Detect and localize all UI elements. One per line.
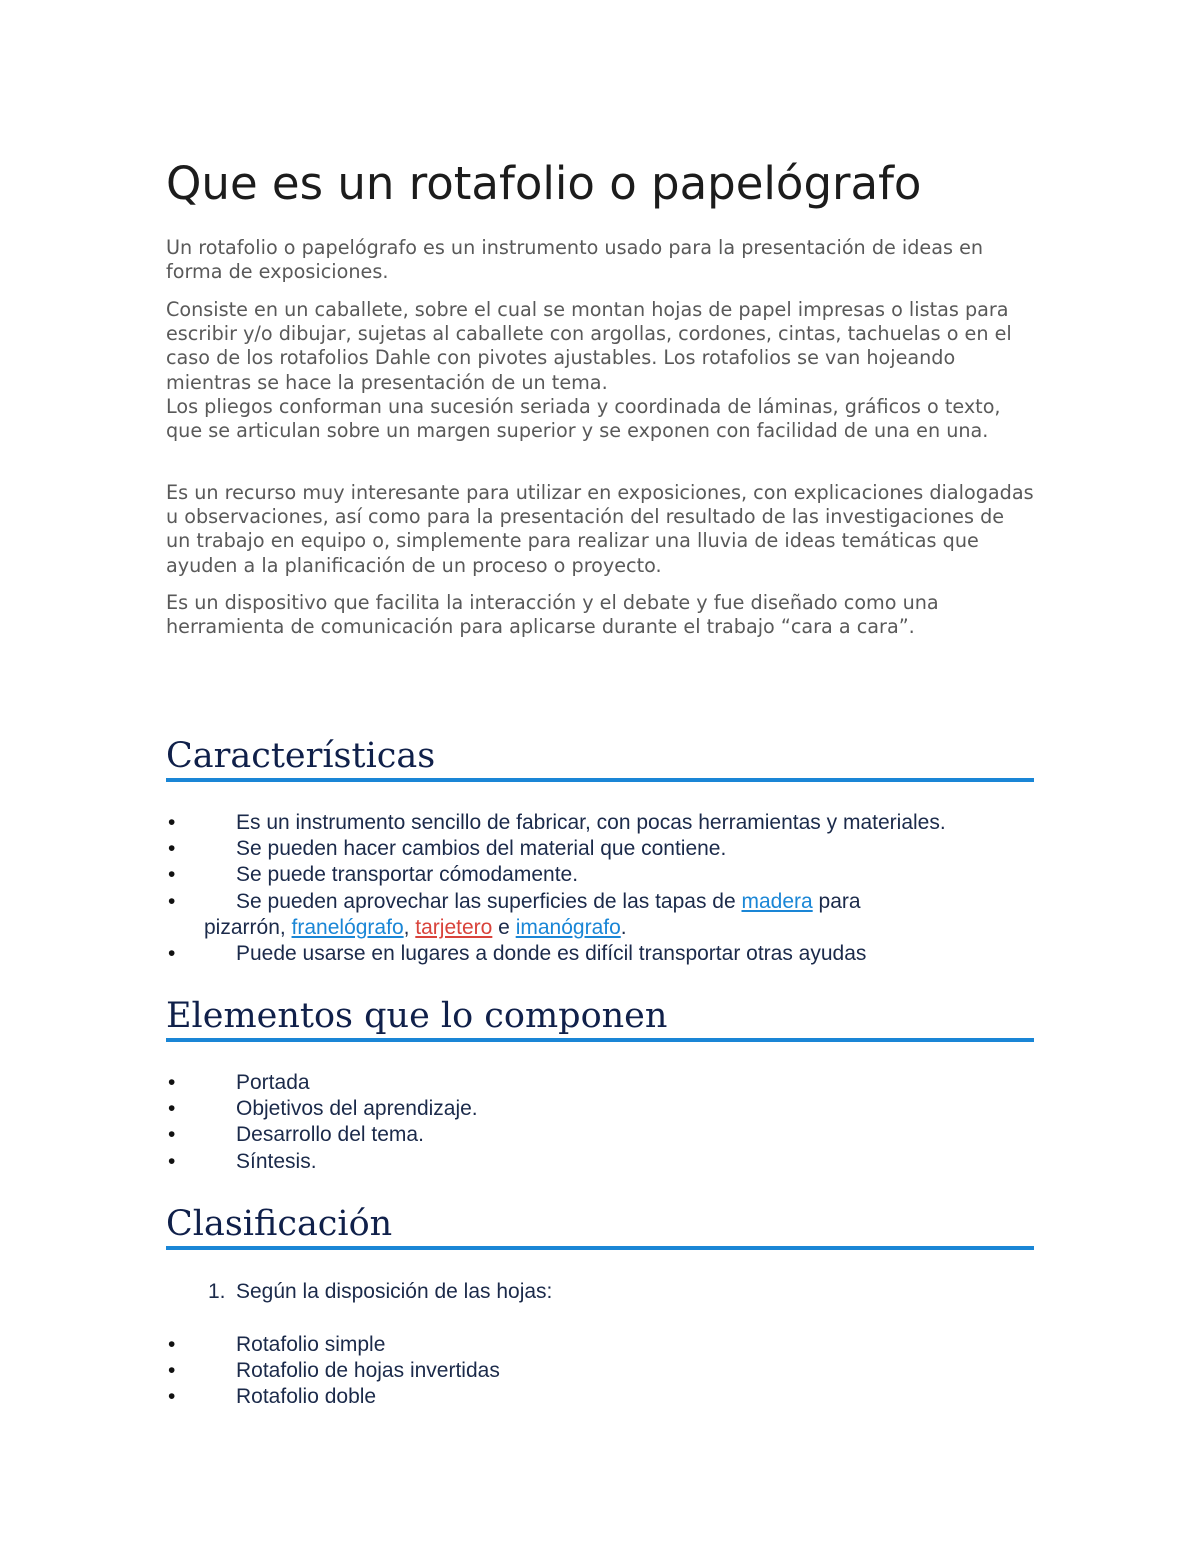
list-item: • Es un instrumento sencillo de fabricar, con pocas herramientas y materiales. (166, 810, 1034, 836)
heading-caracteristicas: Características (166, 734, 1034, 782)
caracteristicas-list (166, 810, 1034, 967)
bullet-icon: • (168, 1097, 176, 1121)
link-tarjetero[interactable]: tarjetero (415, 915, 493, 939)
clasificacion-numbered-list (166, 1279, 1034, 1305)
link-imanografo[interactable]: imanógrafo (515, 915, 621, 939)
clasificacion-list (166, 1332, 1034, 1411)
list-item: • Portada (166, 1070, 1034, 1096)
heading-elementos: Elementos que lo componen (166, 994, 1034, 1042)
intro-paragraph-2a: Consiste en un caballete, sobre el cual se montan hojas de papel impresas o listas para escribir y/o dibujar, sujetas al caballete con argollas, cordones, cintas, tachuelas o en el caso de los rotafolios Dahle con pivotes ajustables. Los rotafolios se van hojeando mientras se hace la presentación de un tema. (166, 298, 1012, 394)
bullet-icon: • (168, 1123, 176, 1147)
intro-paragraph-2 (166, 298, 1034, 443)
link-madera[interactable]: madera (741, 889, 813, 913)
bullet-icon: • (168, 837, 176, 861)
bullet-icon: • (168, 889, 176, 913)
list-item: • Desarrollo del tema. (166, 1122, 1034, 1148)
intro-paragraph-1: Un rotafolio o papelógrafo es un instrumento usado para la presentación de ideas en forma de exposiciones. (166, 236, 984, 284)
bullet-icon: • (168, 1359, 176, 1383)
page-title: Que es un rotafolio o papelógrafo (166, 157, 922, 210)
heading-clasificacion: Clasificación (166, 1202, 1034, 1250)
bullet-icon: • (168, 942, 176, 966)
bullet-icon: • (168, 811, 176, 834)
list-item: • Rotafolio de hojas invertidas (166, 1358, 1034, 1384)
link-franelografo[interactable]: franelógrafo (291, 915, 404, 939)
list-item: • Se pueden hacer cambios del material que contiene. (166, 836, 1034, 862)
bullet-icon: • (168, 1149, 176, 1173)
intro-paragraph-3: Es un recurso muy interesante para utilizar en exposiciones, con explicaciones dialogadas u observaciones, así como para la presentación del resultado de las investigaciones de un trabajo en equipo o, simplemente para realizar una lluvia de ideas temáticas que ayuden a la planificación de un proceso o proyecto. (166, 481, 1034, 577)
list-item-continuation: pizarrón, franelógrafo, tarjetero e imanógrafo. (204, 915, 627, 939)
list-item: • Se pueden aprovechar las superficies de las tapas de madera para (166, 889, 1034, 915)
list-item: • Se puede transportar cómodamente. (166, 862, 1034, 888)
list-item: • Objetivos del aprendizaje. (166, 1096, 1034, 1122)
numbered-list-item: 1. Según la disposición de las hojas: (166, 1279, 1034, 1305)
intro-paragraph-4: Es un dispositivo que facilita la interacción y el debate y fue diseñado como una herramienta de comunicación para aplicarse durante el trabajo “cara a cara”. (166, 591, 939, 639)
bullet-icon: • (168, 1333, 176, 1356)
list-item: • Síntesis. (166, 1149, 1034, 1175)
list-item: • Rotafolio simple (166, 1332, 1034, 1358)
list-item: • Puede usarse en lugares a donde es difícil transportar otras ayudas (166, 941, 1034, 967)
list-item: • Rotafolio doble (166, 1384, 1034, 1410)
elementos-list (166, 1070, 1034, 1175)
intro-paragraph-2b: Los pliegos conforman una sucesión seriada y coordinada de láminas, gráficos o texto, que se articulan sobre un margen superior y se exponen con facilidad de una en una. (166, 394, 1001, 443)
bullet-icon: • (168, 863, 176, 887)
bullet-icon: • (168, 1385, 176, 1409)
bullet-icon: • (168, 1071, 176, 1094)
list-number: 1. (208, 1280, 226, 1303)
